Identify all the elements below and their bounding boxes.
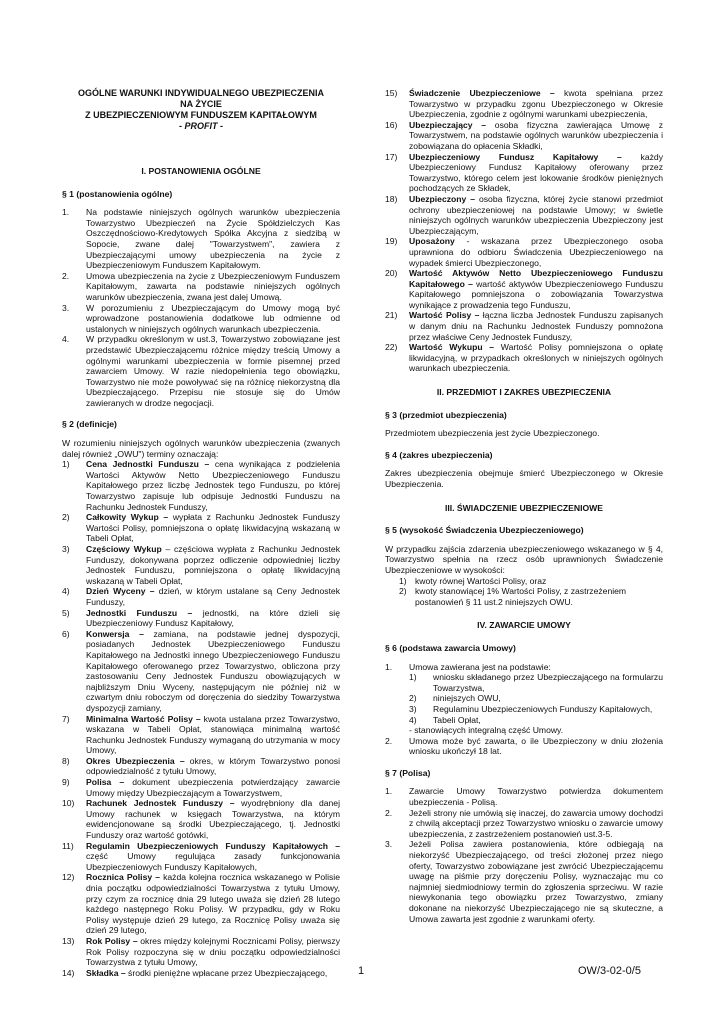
paragraph-5-list [399, 576, 663, 608]
list-item: 2. Jeżeli strony nie umówią się inaczej, do zawarcia umowy dochodzi z chwilą akceptacji przez Towarzystwo wniosku o zawarcie umowy ubezpieczenia, z zastrzeżeniem postanowień ust.3-5. [385, 807, 663, 839]
definition-item: 19) Uposażony - wskazana przez Ubezpieczonego osoba uprawniona do odbioru Świadczenia Ubezpieczeniowego na wypadek śmierci Ubezpieczonego, [385, 236, 663, 268]
definition-item: 11) Regulamin Ubezpieczeniowych Funduszy Kapitałowych – część Umowy regulująca zasady funkcjonowania Ubezpieczeniowych Funduszy Kapitałowych, [62, 840, 340, 872]
definition-item: 12) Rocznica Polisy – każda kolejna rocznica wskazanego w Polisie dnia początku odpowiedzialności Towarzystwa z tytułu Umowy, przy czym za rocznicę dnia 29 lutego uważa się dzień 28 lutego każdego następnego Roku Polisy. W przypadku, gdy w Roku Polisy występuje dzień 29 lutego, za Rocznicę Polisy uważa się dzień 29 lutego, [62, 872, 340, 936]
section-heading-3: III. ŚWIADCZENIE UBEZPIECZENIOWE [444, 502, 604, 513]
list-item: 1. Na podstawie niniejszych ogólnych warunków ubezpieczenia Towarzystwo Ubezpieczeń na Życie Spółdzielczych Kas Oszczędnościowo-Kredytowych Spółka Akcyjna z siedzibą w Sopocie, zwane dalej "Towarzystwem", zawiera z Ubezpieczającymi umowy ubezpieczenia na życie z Ubezpieczeniowym Funduszem Kapitałowym. [62, 207, 340, 271]
list-item: 3. Jeżeli Polisa zawiera postanowienia, które odbiegają na niekorzyść Ubezpieczającego, od treści złożonej przez niego oferty, Towarzystwo zobowiązane jest zwrócić Ubezpieczającemu uwagę na piśmie przy doręczeniu Polisy, wyznaczając mu co najmniej siedmiodniowy termin do zgłoszenia sprzeciwu. W razie niewykonania tego obowiązku przez Towarzystwo, zmiany dokonane na niekorzyść Ubezpieczającego nie są skuteczne, a Umowa zawarta jest zgodnie z warunkami oferty. [385, 839, 663, 924]
list-item: 3) Regulaminu Ubezpieczeniowych Funduszy Kapitałowych, [409, 703, 653, 714]
title-line-4: - PROFIT - [179, 121, 223, 131]
list-item: 4. W przypadku określonym w ust.3, Towarzystwo zobowiązane jest przedstawić Ubezpieczającemu różnice między treścią Umowy a ogólnymi warunkami ubezpieczenia w formie pisemnej przed zawarciem Umowy. W razie niedopełnienia tego obowiązku, Towarzystwo nie może powoływać się na różnicę niekorzystną dla Ubezpieczającego. Przepisu nie stosuje się do Umów zawieranych w drodze negocjacji. [62, 334, 340, 408]
definitions-intro: W rozumieniu niniejszych ogólnych warunków ubezpieczenia (zwanych dalej również „OWU") terminy oznaczają: [62, 438, 340, 459]
document-code: OW/3-02-0/5 [578, 965, 641, 977]
list-item: 3. W porozumieniu z Ubezpieczającym do Umowy mogą być wprowadzone postanowienia dodatkowe lub odmienne od ustalonych w niniejszych ogólnych warunkach ubezpieczenia. [62, 302, 340, 334]
list-item: 1. Zawarcie Umowy Towarzystwo potwierdza dokumentem ubezpieczenia - Polisą. [385, 786, 663, 808]
list-item: 2) niniejszych OWU, [409, 693, 501, 704]
definitions-list-right [385, 88, 663, 374]
paragraph-title-4: § 4 (zakres ubezpieczenia) [385, 449, 493, 460]
paragraph-title-6: § 6 (podstawa zawarcia Umowy) [385, 642, 516, 653]
section-heading-2: II. PRZEDMIOT I ZAKRES UBEZPIECZENIA [436, 387, 612, 398]
definition-item: 6) Konwersja – zamiana, na podstawie jednej dyspozycji, posiadanych Jednostek Ubezpieczeniowego Funduszu Kapitałowego na Jednostki innego Ubezpieczeniowego Funduszu Kapitałowego oferowanego przez Towarzystwo, obliczona przy zastosowaniu Ceny Jednostek Funduszu obowiązujących w najbliższym Dniu Wyceny, następującym nie później niż w czwartym dniu roboczym od doręczenia do siedziby Towarzystwa dyspozycji zamiany, [62, 628, 340, 713]
definition-item: 8) Okres Ubezpieczenia – okres, w którym Towarzystwo ponosi odpowiedzialność z tytułu Umowy, [62, 755, 340, 777]
definition-item: 17) Ubezpieczeniowy Fundusz Kapitałowy – każdy Ubezpieczeniowy Fundusz Kapitałowy oferowany przez Towarzystwo, którego celem jest lokowanie środków pieniężnych pochodzących ze Składek, [385, 151, 663, 194]
list-item: 2. Umowa ubezpieczenia na życie z Ubezpieczeniowym Funduszem Kapitałowym, zawarta na podstawie niniejszych ogólnych warunków ubezpieczenia, zwana jest dalej Umową. [62, 270, 340, 302]
definition-item: 21) Wartość Polisy – łączna liczba Jednostek Funduszu zapisanych w danym dniu na Rachunku Jednostek Funduszy pomnożona przez właściwe Ceny Jednostek Funduszy, [385, 310, 663, 342]
paragraph-1-list [62, 207, 340, 408]
section-heading-1: I. POSTANOWIENIA OGÓLNE [141, 166, 261, 176]
definition-item: 7) Minimalna Wartość Polisy – kwota ustalana przez Towarzystwo, wskazana w Tabeli Opłat, stanowiąca minimalną wartość Rachunku Jednostek Funduszy wymaganą do utrzymania w mocy Umowy, [62, 713, 340, 756]
section-heading-4: IV. ZAWARCIE UMOWY [477, 620, 571, 631]
paragraph-title-1: § 1 (postanowienia ogólne) [62, 188, 173, 199]
definition-item: 5) Jednostki Funduszu – jednostki, na które dzieli się Ubezpieczeniowy Fundusz Kapitałowy, [62, 607, 340, 629]
paragraph-7-list [385, 786, 663, 924]
paragraph-6-sublist [409, 672, 663, 725]
definition-item: 1) Cena Jednostki Funduszu – cena wynikająca z podzielenia Wartości Aktywów Netto Ubezpieczeniowego Funduszu Kapitałowego przez liczbę Jednostek tego Funduszu, po której Towarzystwo zapisuje lub odpisuje Jednostki Funduszu na Rachunku Jednostek Funduszy, [62, 459, 340, 512]
definitions-list-left [62, 459, 340, 978]
paragraph-6-list [385, 662, 663, 757]
definition-item: 13) Rok Polisy – okres między kolejnymi Rocznicami Polisy, pierwszy Rok Polisy rozpoczyna się w dniu początku odpowiedzialności Towarzystwa z tytułu Umowy, [62, 935, 340, 968]
definition-item: 14) Składka – środki pieniężne wpłacane przez Ubezpieczającego, [62, 967, 328, 978]
definition-item: 18) Ubezpieczony – osoba fizyczna, której życie stanowi przedmiot ochrony ubezpieczeniowej na podstawie Umowy; w świetle niniejszych ogólnych warunków ubezpieczenia Ubezpieczony jest Ubezpieczającym, [385, 193, 663, 236]
paragraph-4-text: Zakres ubezpieczenia obejmuje śmierć Ubezpieczonego w Okresie Ubezpieczenia. [385, 468, 663, 489]
definition-item: 10) Rachunek Jednostek Funduszy – wyodrębniony dla danej Umowy rachunek w księgach Towarzystwa, na którym ewidencjonowane są środki Ubezpieczającego, tj. Jednostki Funduszy oraz wartość gotówki, [62, 798, 340, 841]
definition-item: 16) Ubezpieczający – osoba fizyczna zawierająca Umowę z Towarzystwem, na podstawie ogólnych warunków ubezpieczenia i zobowiązana do opłacenia Składki, [385, 119, 663, 151]
list-item: 2) kwoty stanowiącej 1% Wartości Polisy, z zastrzeżeniem postanowień § 11 ust.2 niniejszych OWU. [399, 586, 627, 607]
paragraph-title-5: § 5 (wysokość Świadczenia Ubezpieczeniowego) [385, 525, 584, 536]
definition-item: 15) Świadczenie Ubezpieczeniowe – kwota spełniana przez Towarzystwo w przypadku zgonu Ubezpieczonego w Okresie Ubezpieczenia, zgodnie z ogólnymi warunkami ubezpieczenia, [385, 88, 663, 120]
right-column [385, 88, 663, 924]
paragraph-title-7: § 7 (Polisa) [385, 767, 431, 778]
paragraph-title-3: § 3 (przedmiot ubezpieczenia) [385, 409, 507, 420]
definition-item: 22) Wartość Wykupu – Wartość Polisy pomniejszona o opłatę likwidacyjną, w przypadkach określonych w niniejszych ogólnych warunkach ubezpieczenia. [385, 342, 664, 374]
paragraph-6-sublist-tail: - stanowiących integralną część Umowy. [409, 725, 564, 736]
definition-item: 20) Wartość Aktywów Netto Ubezpieczeniowego Funduszu Kapitałowego – wartość aktywów Ubezpieczeniowego Funduszu Kapitałowego pomniejszona o zobowiązania Towarzystwa wynikające z prowadzenia tego Funduszu, [385, 268, 663, 310]
document-title [62, 88, 340, 132]
title-line-2: NA ŻYCIE [180, 99, 222, 109]
page-number: 1 [358, 965, 365, 977]
title-line-3: Z UBEZPIECZENIOWYM FUNDUSZEM KAPITAŁOWYM [85, 110, 317, 120]
definition-item: 9) Polisa – dokument ubezpieczenia potwierdzający zawarcie Umowy między Ubezpieczającym a Towarzystwem, [62, 777, 340, 798]
list-item: 1) kwoty równej Wartości Polisy, oraz [399, 575, 547, 586]
definition-item: 3) Częściowy Wykup – częściowa wypłata z Rachunku Jednostek Funduszy, dokonywana poprzez odliczenie odpowiedniej liczby Jednostek Funduszu, pomniejszona o opłatę likwidacyjną wskazaną w Tabeli Opłat, [62, 544, 340, 586]
paragraph-3-text: Przedmiotem ubezpieczenia jest życie Ubezpieczonego. [385, 428, 600, 439]
title-line-1: OGÓLNE WARUNKI INDYWIDUALNEGO UBEZPIECZENIA [77, 88, 324, 98]
list-item: 2. Umowa może być zawarta, o ile Ubezpieczony w dniu złożenia wniosku ukończył 18 lat. [385, 735, 663, 757]
left-column [62, 88, 340, 978]
list-item: 4) Tabeli Opłat, [409, 714, 481, 725]
list-item: 1. Umowa zawierana jest na podstawie: 1) wniosku składanego przez Ubezpieczającego na formularzu Towarzystwa, 2) niniejszych OWU, 3) Regulaminu Ubezpieczeniowych Funduszy Kapitałowych, 4) Tabeli Opłat, - stanowiących integralną część Umowy. [385, 661, 663, 736]
paragraph-title-2: § 2 (definicje) [62, 419, 117, 430]
paragraph-5-text: W przypadku zajścia zdarzenia ubezpieczeniowego wskazanego w § 4, Towarzystwo spełnia na rzecz osób uprawnionych Świadczenie Ubezpieczeniowe w wysokości: [385, 543, 663, 575]
definition-item: 4) Dzień Wyceny – dzień, w którym ustalane są Ceny Jednostek Funduszy, [62, 586, 340, 607]
list-item: 1) wniosku składanego przez Ubezpieczającego na formularzu Towarzystwa, [409, 672, 663, 693]
definition-item: 2) Całkowity Wykup – wypłata z Rachunku Jednostek Funduszy Wartości Polisy, pomniejszona o opłatę likwidacyjną wskazaną w Tabeli Opłat, [62, 512, 340, 544]
